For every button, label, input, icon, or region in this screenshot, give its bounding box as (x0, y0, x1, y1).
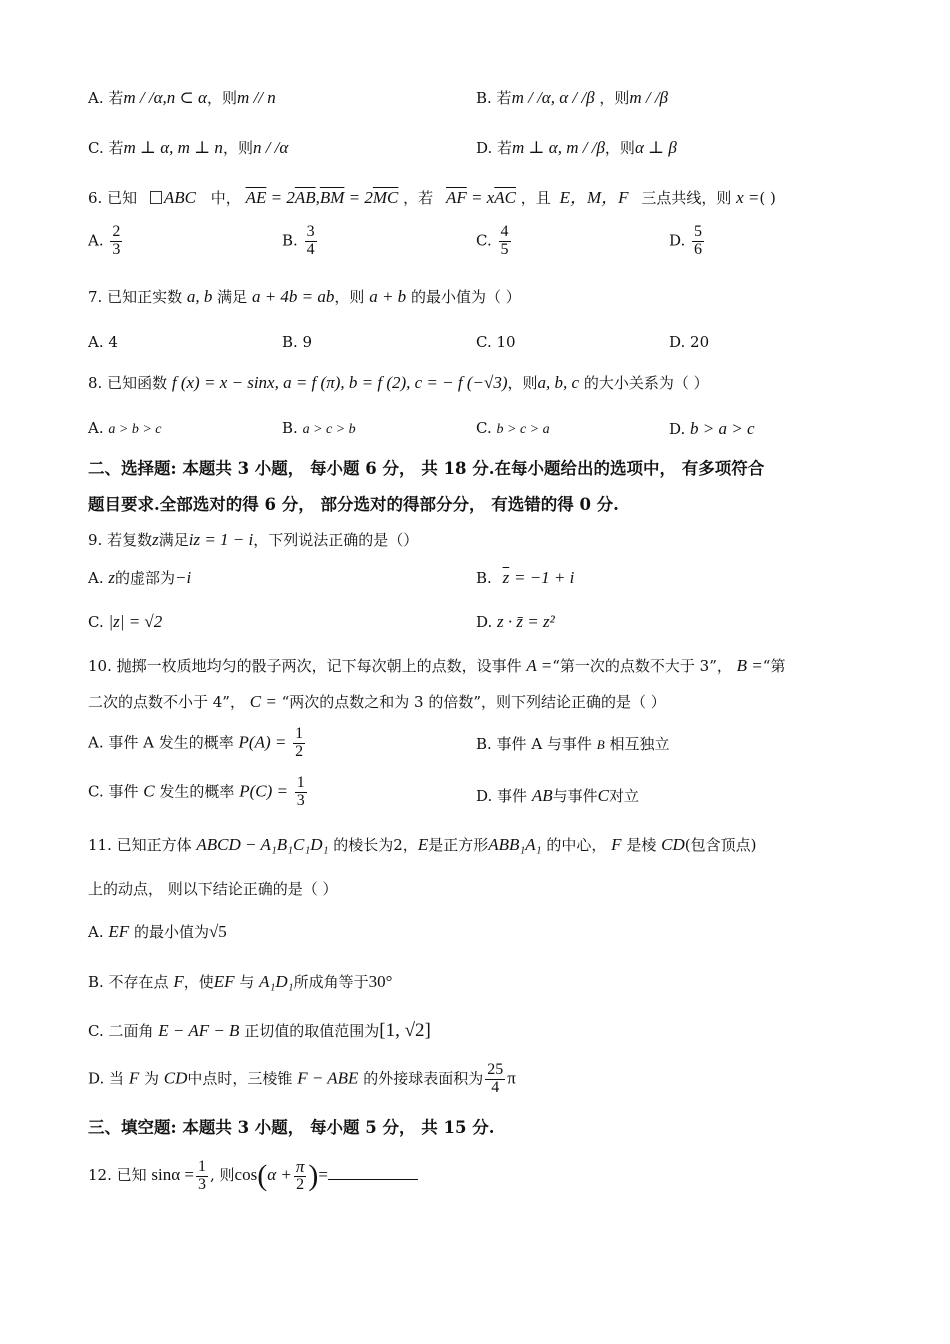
text: 的大小关系为（ ） (583, 374, 709, 392)
math: B (596, 737, 605, 752)
q8-option-c (476, 419, 550, 439)
text: 10. 抛掷一枚质地均匀的骰子两次，记下每次朝上的点数，设事件 (88, 657, 522, 675)
q11-stem-line2: 上的动点， 则以下结论正确的是（ ） (88, 880, 338, 898)
math: a + b (369, 287, 407, 306)
math: B = (736, 656, 763, 675)
numerator: 5 (694, 223, 703, 240)
math: CD (163, 1068, 188, 1088)
q9-option-b (476, 568, 574, 588)
math: P(A) = (238, 732, 287, 752)
q11-option-b (88, 972, 392, 992)
q10-option-d (476, 786, 639, 806)
numerator: π (295, 1157, 305, 1177)
fraction (196, 1159, 208, 1194)
option-label: B. (282, 419, 298, 437)
q6-option-a (88, 224, 124, 259)
answer-blank[interactable] (328, 1165, 418, 1180)
math: P(C) = (239, 781, 288, 801)
math: b > a > c (690, 419, 755, 438)
q11-stem-line1 (88, 835, 756, 855)
option-label: D. (669, 231, 686, 250)
q7-option-d: D. 20 (669, 333, 710, 351)
math: α ⊥ β (634, 138, 677, 157)
text: “第一次的点数不大于 3”， (552, 657, 732, 675)
math: F − ABE (297, 1068, 359, 1088)
q8-option-d (669, 419, 755, 439)
text: 二次的点数不小于 4”， (88, 693, 245, 711)
math: EF (108, 922, 130, 941)
q6-stem (88, 188, 776, 208)
math: m ⊥ α, m / /β (512, 138, 605, 157)
q10-option-a (88, 726, 307, 761)
text: 中点时，三棱锥 (187, 1069, 293, 1088)
q5-option-c (88, 138, 288, 158)
option-label: D. 当 (88, 1069, 125, 1088)
denominator: 3 (112, 240, 121, 258)
text: 6. 已知 (88, 189, 138, 207)
text: 8. 已知函数 (88, 374, 168, 392)
math: n / /α (252, 138, 289, 157)
q9-stem (88, 530, 418, 550)
text: 正切值的取值范围为 (244, 1022, 380, 1040)
text: ，且 (520, 189, 551, 207)
math: x = (736, 188, 760, 207)
text: 所成角等于 (293, 973, 369, 991)
math: z (152, 530, 159, 549)
section-heading: 二、选择题: 本题共 3 小题， 每小题 6 分， 共 18 分.在每小题给出的选项中， 有多项符合 (88, 459, 765, 478)
text: 为 (143, 1069, 159, 1088)
text: 的最小值为（ ） (410, 288, 521, 306)
text: 满足 (217, 288, 248, 306)
q9-option-a (88, 568, 191, 588)
math: iz = 1 − i (188, 530, 254, 549)
math: m / /α, α / /β (511, 88, 595, 107)
fraction (110, 224, 122, 259)
option-label: C. 事件 (88, 782, 139, 801)
option-label: B. 若 (476, 89, 512, 107)
q6-option-d (669, 224, 706, 259)
math: −i (175, 568, 192, 587)
option-label: C. (88, 613, 104, 631)
option-label: B. (476, 569, 492, 587)
option-label: C. (476, 419, 492, 437)
fraction (305, 224, 317, 259)
math: = −1 + i (513, 568, 575, 587)
option-label: C. 若 (88, 139, 124, 157)
fraction (499, 224, 511, 259)
q10-stem-line2 (88, 692, 666, 712)
text: 三点共线，则 (641, 189, 732, 207)
math: α + (267, 1165, 292, 1184)
math: F (611, 835, 622, 854)
denominator: 4 (491, 1078, 500, 1096)
option-label: D. 事件 (476, 787, 528, 805)
math: A = (526, 656, 553, 675)
section-heading: 三、填空题: 本题共 3 小题， 每小题 5 分， 共 15 分. (88, 1118, 495, 1137)
text: ，则 (334, 288, 365, 306)
numerator: 25 (487, 1061, 504, 1078)
vector-equation: $\overline{AE} = 2\overline{AB},\overline{BM} = 2\overline{MC}$ (245, 188, 399, 207)
fraction (293, 726, 305, 761)
fraction (485, 1062, 505, 1097)
option-label: A. 事件 A 发生的概率 (88, 733, 234, 752)
math: E，M，F (559, 188, 629, 207)
numerator: 1 (295, 725, 304, 742)
text: 是棱 (626, 836, 657, 854)
math: |z| = √2 (108, 612, 163, 631)
math: cos (234, 1165, 258, 1184)
math: CD (661, 835, 685, 854)
option-label: A. 若 (88, 89, 124, 107)
q8-option-a (88, 419, 162, 439)
q6-option-c (476, 224, 513, 259)
text: 的外接球表面积为 (363, 1069, 484, 1088)
math: a > c > b (302, 422, 356, 437)
q7-option-b: B. 9 (282, 333, 313, 351)
math: m ⊥ α, m ⊥ n (123, 138, 223, 157)
option-label: B. 不存在点 (88, 973, 169, 991)
math: z · z̄ = z² (497, 612, 555, 631)
q11-option-c (88, 1020, 431, 1043)
text: ，使 (183, 973, 214, 991)
text: 是正方形 (428, 836, 489, 854)
text: 与事件 (552, 787, 598, 805)
math: √5 (208, 922, 227, 941)
option-label: D. (669, 420, 686, 438)
numerator: 1 (296, 774, 305, 791)
option-label: B. (282, 231, 298, 250)
text: 对立 (608, 787, 639, 805)
q8-option-b (282, 419, 356, 439)
math: AB (531, 786, 553, 805)
q8-stem (88, 373, 709, 393)
q11-option-a (88, 922, 227, 942)
text: “第 (762, 657, 786, 675)
text: 11. 已知正方体 (88, 836, 192, 854)
math: 30° (368, 972, 393, 991)
q6-option-b (282, 224, 319, 259)
text: 发生的概率 (159, 782, 235, 801)
q5-option-a (88, 88, 276, 108)
math: m / /α,n ⊂ α (123, 88, 207, 107)
numerator: 3 (306, 223, 315, 240)
fraction (295, 775, 307, 810)
math: [1, √2] (379, 1020, 431, 1041)
option-label: A. (88, 419, 104, 437)
text: 的棱长为2， (333, 836, 418, 854)
q7-stem (88, 287, 521, 307)
text: ，下列说法正确的是（） (253, 531, 419, 549)
option-label: B. 事件 A 与事件 (476, 735, 592, 753)
math: EF (213, 972, 235, 991)
math: E (417, 835, 429, 854)
text: 中， (210, 189, 241, 207)
denominator: 5 (500, 240, 509, 258)
numerator: 1 (198, 1157, 206, 1175)
math: ABCD − A₁B₁C₁D₁ (196, 835, 329, 854)
text: 的中心， (546, 836, 607, 854)
math: m // n (236, 88, 276, 107)
fraction (294, 1158, 307, 1194)
numerator: 4 (500, 223, 509, 240)
q12-stem (88, 1158, 418, 1194)
math: a, b, c (537, 373, 580, 392)
q7-option-a: A. 4 (88, 333, 118, 351)
option-label: A. (88, 569, 104, 587)
math: ABC (163, 188, 196, 207)
option-label: D. (476, 613, 493, 631)
section-heading: 题目要求.全部选对的得 6 分， 部分选对的得部分分， 有选错的得 0 分. (88, 495, 619, 514)
option-label: A. (88, 923, 104, 941)
math: a, b (186, 287, 213, 306)
text: 满足 (158, 531, 189, 549)
denominator: 6 (694, 240, 703, 258)
vector-af: $\overline{AF} = x\overline{AC}$ (445, 188, 517, 207)
numerator: 2 (112, 223, 121, 240)
text: 12. 已知 (88, 1166, 147, 1184)
option-label: A. (88, 231, 104, 250)
q9-option-d (476, 612, 555, 632)
paren-open: ( (257, 1159, 268, 1192)
math: b > c > a (496, 422, 550, 437)
text: 7. 已知正实数 (88, 288, 183, 306)
math: F (128, 1068, 140, 1088)
math: a + 4b = ab (251, 287, 335, 306)
math: sinα = (151, 1165, 194, 1184)
math: C (597, 786, 609, 805)
text: 的虚部为 (115, 569, 176, 587)
math: m / /β (629, 88, 669, 107)
text: 的最小值为 (133, 923, 209, 941)
math: π (507, 1068, 516, 1088)
text: ，则 (507, 374, 538, 392)
text: (包含顶点) (684, 836, 757, 854)
q5-option-d (476, 138, 677, 158)
denominator: 3 (198, 1175, 206, 1193)
triangle-symbol (150, 191, 162, 204)
math: a > b > c (108, 422, 162, 437)
denominator: 2 (296, 1176, 305, 1194)
math: $\overline{z}$ (502, 568, 510, 587)
q5-option-b (476, 88, 668, 108)
q9-option-c (88, 612, 162, 632)
math: E − AF − B (158, 1021, 240, 1040)
option-label: C. (476, 231, 492, 250)
text: ，则 (594, 89, 630, 107)
math: = (318, 1165, 328, 1184)
text: 9. 若复数 (88, 531, 153, 549)
q10-option-c (88, 775, 309, 810)
option-label: C. 二面角 (88, 1022, 154, 1040)
math: C = (249, 692, 277, 711)
text: ，则 (222, 139, 253, 157)
paren-close: ) (308, 1159, 319, 1192)
math: f (x) = x − sinx, a = f (π), b = f (2), c = − f (−√3) (171, 373, 508, 392)
math: z (108, 568, 116, 587)
math: ABB₁A₁ (488, 835, 542, 854)
fraction (692, 224, 704, 259)
q10-option-b (476, 735, 669, 753)
text: “两次的点数之和为 3 的倍数”，则下列结论正确的是（ ） (281, 693, 666, 711)
text: , 则 (210, 1166, 235, 1184)
q7-option-c: C. 10 (476, 333, 516, 351)
text: 与 (239, 973, 255, 991)
text: ，若 (403, 189, 434, 207)
text: 相互独立 (609, 735, 670, 753)
q10-stem-line1 (88, 656, 785, 676)
q11-option-d (88, 1062, 516, 1097)
denominator: 3 (296, 791, 305, 809)
option-label: D. 若 (476, 139, 513, 157)
text: ，则 (206, 89, 237, 107)
answer-paren: ( ) (759, 189, 776, 207)
denominator: 4 (306, 240, 315, 258)
text: ，则 (604, 139, 635, 157)
math: C (143, 781, 155, 801)
math: F (173, 972, 184, 991)
math: A₁D₁ (259, 972, 294, 991)
denominator: 2 (295, 742, 304, 760)
